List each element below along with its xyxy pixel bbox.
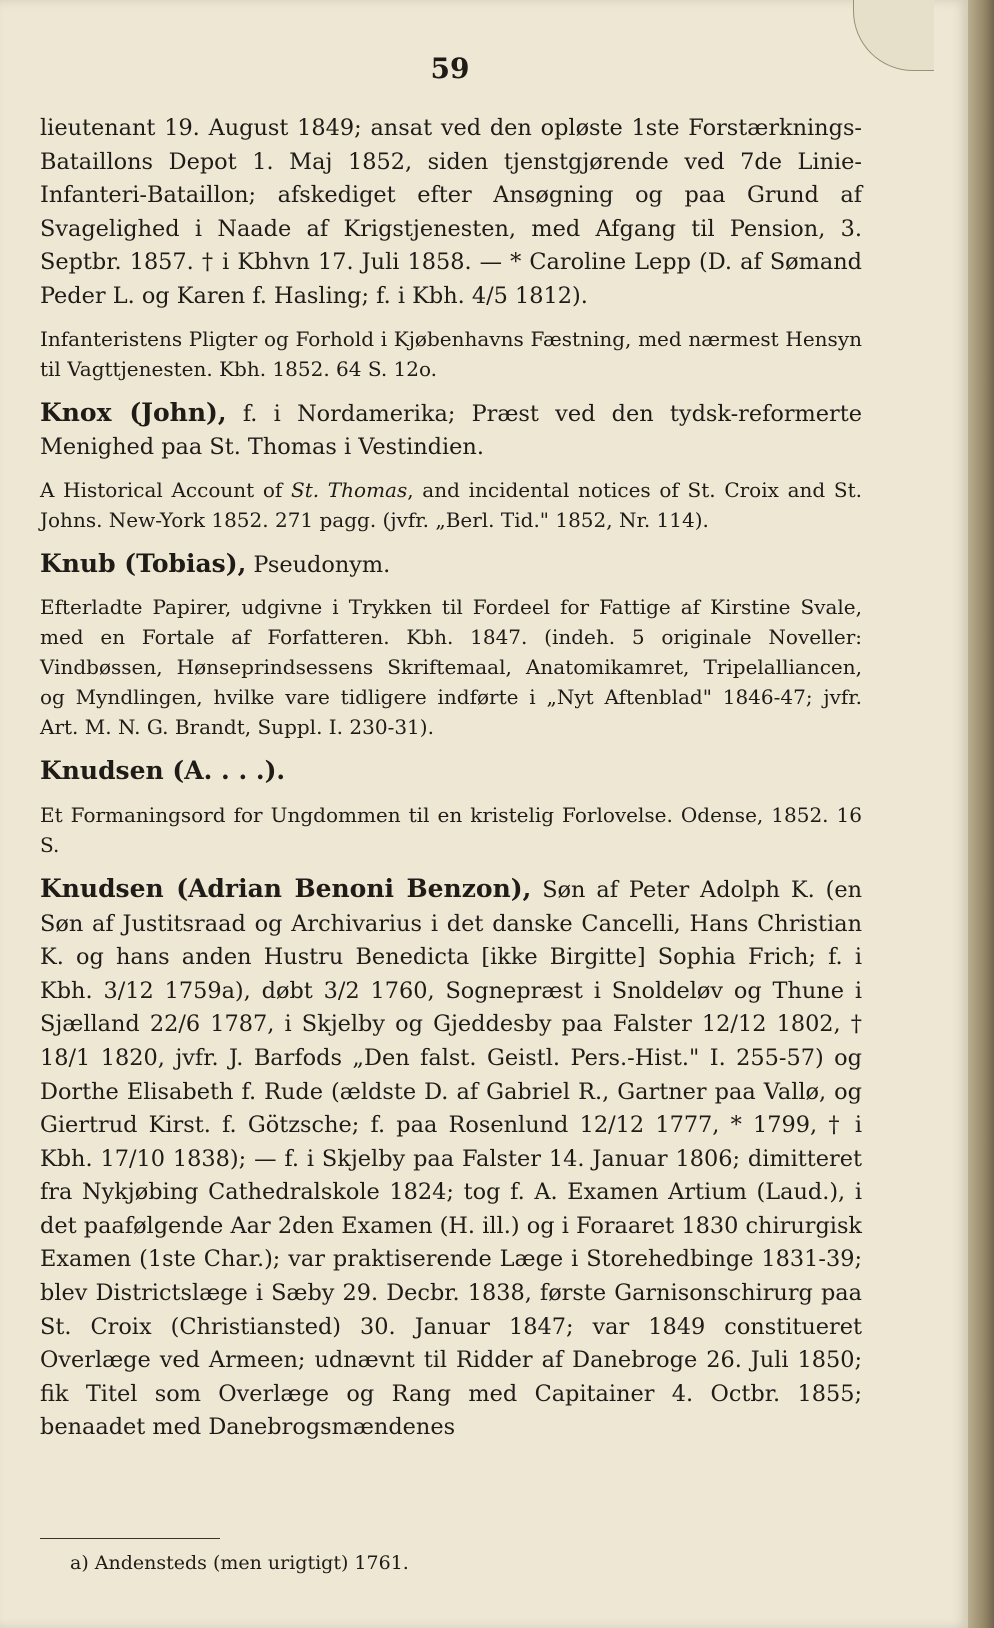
bib-post: , and incidental notices of St. Croix and St. Johns. New-York 1852. 271 pagg. (jvfr. „Berl. Tid." 1852, Nr. 114). bbox=[40, 477, 862, 532]
book-spine-edge bbox=[968, 0, 994, 1628]
bib-pre: A Historical Account of bbox=[40, 477, 292, 502]
entry-name: Knudsen (Adrian Benoni Benzon), bbox=[40, 873, 532, 903]
entry-name: Knudsen (A. . . .). bbox=[40, 756, 286, 786]
entry-knub bbox=[40, 547, 862, 583]
entry-knudsen-a bbox=[40, 754, 862, 790]
entry-name: Knub (Tobias), bbox=[40, 548, 247, 578]
footnote: a) Andensteds (men urigtigt) 1761. bbox=[70, 1552, 409, 1574]
entry-text: Søn af Peter Adolph K. (en Søn af Justitsraad og Archivarius i det danske Cancelli, Hans Christian K. og hans anden Hustru Benedicta [ikke Birgitte] Sophia Frich; f. i Kbh. 3/12 1759a), døbt 3/2 1760, Sognepræst i Snoldeløv og Thune i Sjælland 22/6 1787, i Skjelby og Gjeddesby paa Falster 12/12 1802, † 18/1 1820, jvfr. J. Barfods „Den falst. Geistl. Pers.-Hist." I. 255-57) og Dorthe Elisabeth f. Rude (ældste D. af Gabriel R., Gartner paa Vallø, og Giertrud Kirst. f. Götzsche; f. paa Rosenlund 12/12 1777, * 1799, † i Kbh. 17/10 1838); — f. i Skjelby paa Falster 14. Januar 1806; dimitteret fra Nykjøbing Cathedralskole 1824; tog f. A. Examen Artium (Laud.), i det paafølgende Aar 2den Examen (H. ill.) og i Foraaret 1830 chirurgisk Examen (1ste Char.); var praktiserende Læge i Storehedbinge 1831-39; blev Districtslæge i Sæby 29. Decbr. 1838, første Garnisonschirurg paa St. Croix (Christiansted) 30. Januar 1847; var 1849 constitueret Overlæge ved Armeen; udnævnt til Ridder af Danebroge 26. Juli 1850; fik Titel som Overlæge og Rang med Capitainer 4. Octbr. 1855; benaadet med Danebrogsmændenes bbox=[40, 876, 863, 1441]
entry-knox bbox=[40, 396, 862, 465]
bibliography-item: Infanteristens Pligter og Forhold i Kjøbenhavns Fæstning, med nærmest Hensyn til Vagttjenesten. Kbh. 1852. 64 S. 12o. bbox=[40, 326, 862, 381]
entry-text: Pseudonym. bbox=[253, 551, 391, 578]
entry-continuation: lieutenant 19. August 1849; ansat ved den opløste 1ste Forstærknings-Bataillons Depot 1. Maj 1852, siden tjenstgjørende ved 7de Linie-Infanteri-Bataillon; afskediget efter Ansøgning og paa Grund af Svagelighed i Naade af Krigstjenesten, med Afgang til Pension, 3. Septbr. 1857. † i Kbhvn 17. Juli 1858. — * Caroline Lepp (D. af Sømand Peder L. og Karen f. Hasling; f. i Kbh. 4/5 1812). bbox=[40, 115, 862, 309]
entry-name: Knox (John), bbox=[40, 397, 227, 427]
entry-knudsen-adrian bbox=[40, 872, 862, 1445]
bibliography-item bbox=[40, 475, 862, 535]
page-number: 59 bbox=[430, 52, 470, 85]
bib-title: St. Thomas bbox=[291, 477, 408, 502]
bibliography-item: Et Formaningsord for Ungdommen til en kristelig Forlovelse. Odense, 1852. 16 S. bbox=[40, 802, 862, 857]
bibliography-item: Efterladte Papirer, udgivne i Trykken til Fordeel for Fattige af Kirstine Svale, med en Fortale af Forfatteren. Kbh. 1847. (indeh. 5 originale Noveller: Vindbøssen, Hønseprindsessens Skriftemaal, Anatomikamret, Tripelalliancen, og Myndlingen, hvilke vare tidligere indførte i „Nyt Aftenblad" 1846-47; jvfr. Art. M. N. G. Brandt, Suppl. I. 230-31). bbox=[40, 595, 862, 740]
footnote-divider bbox=[40, 1538, 220, 1539]
entry-text: f. i Nordamerika; Præst ved den tydsk-reformerte Menighed paa St. Thomas i Vestindien. bbox=[40, 400, 862, 461]
page-body bbox=[40, 112, 862, 1455]
